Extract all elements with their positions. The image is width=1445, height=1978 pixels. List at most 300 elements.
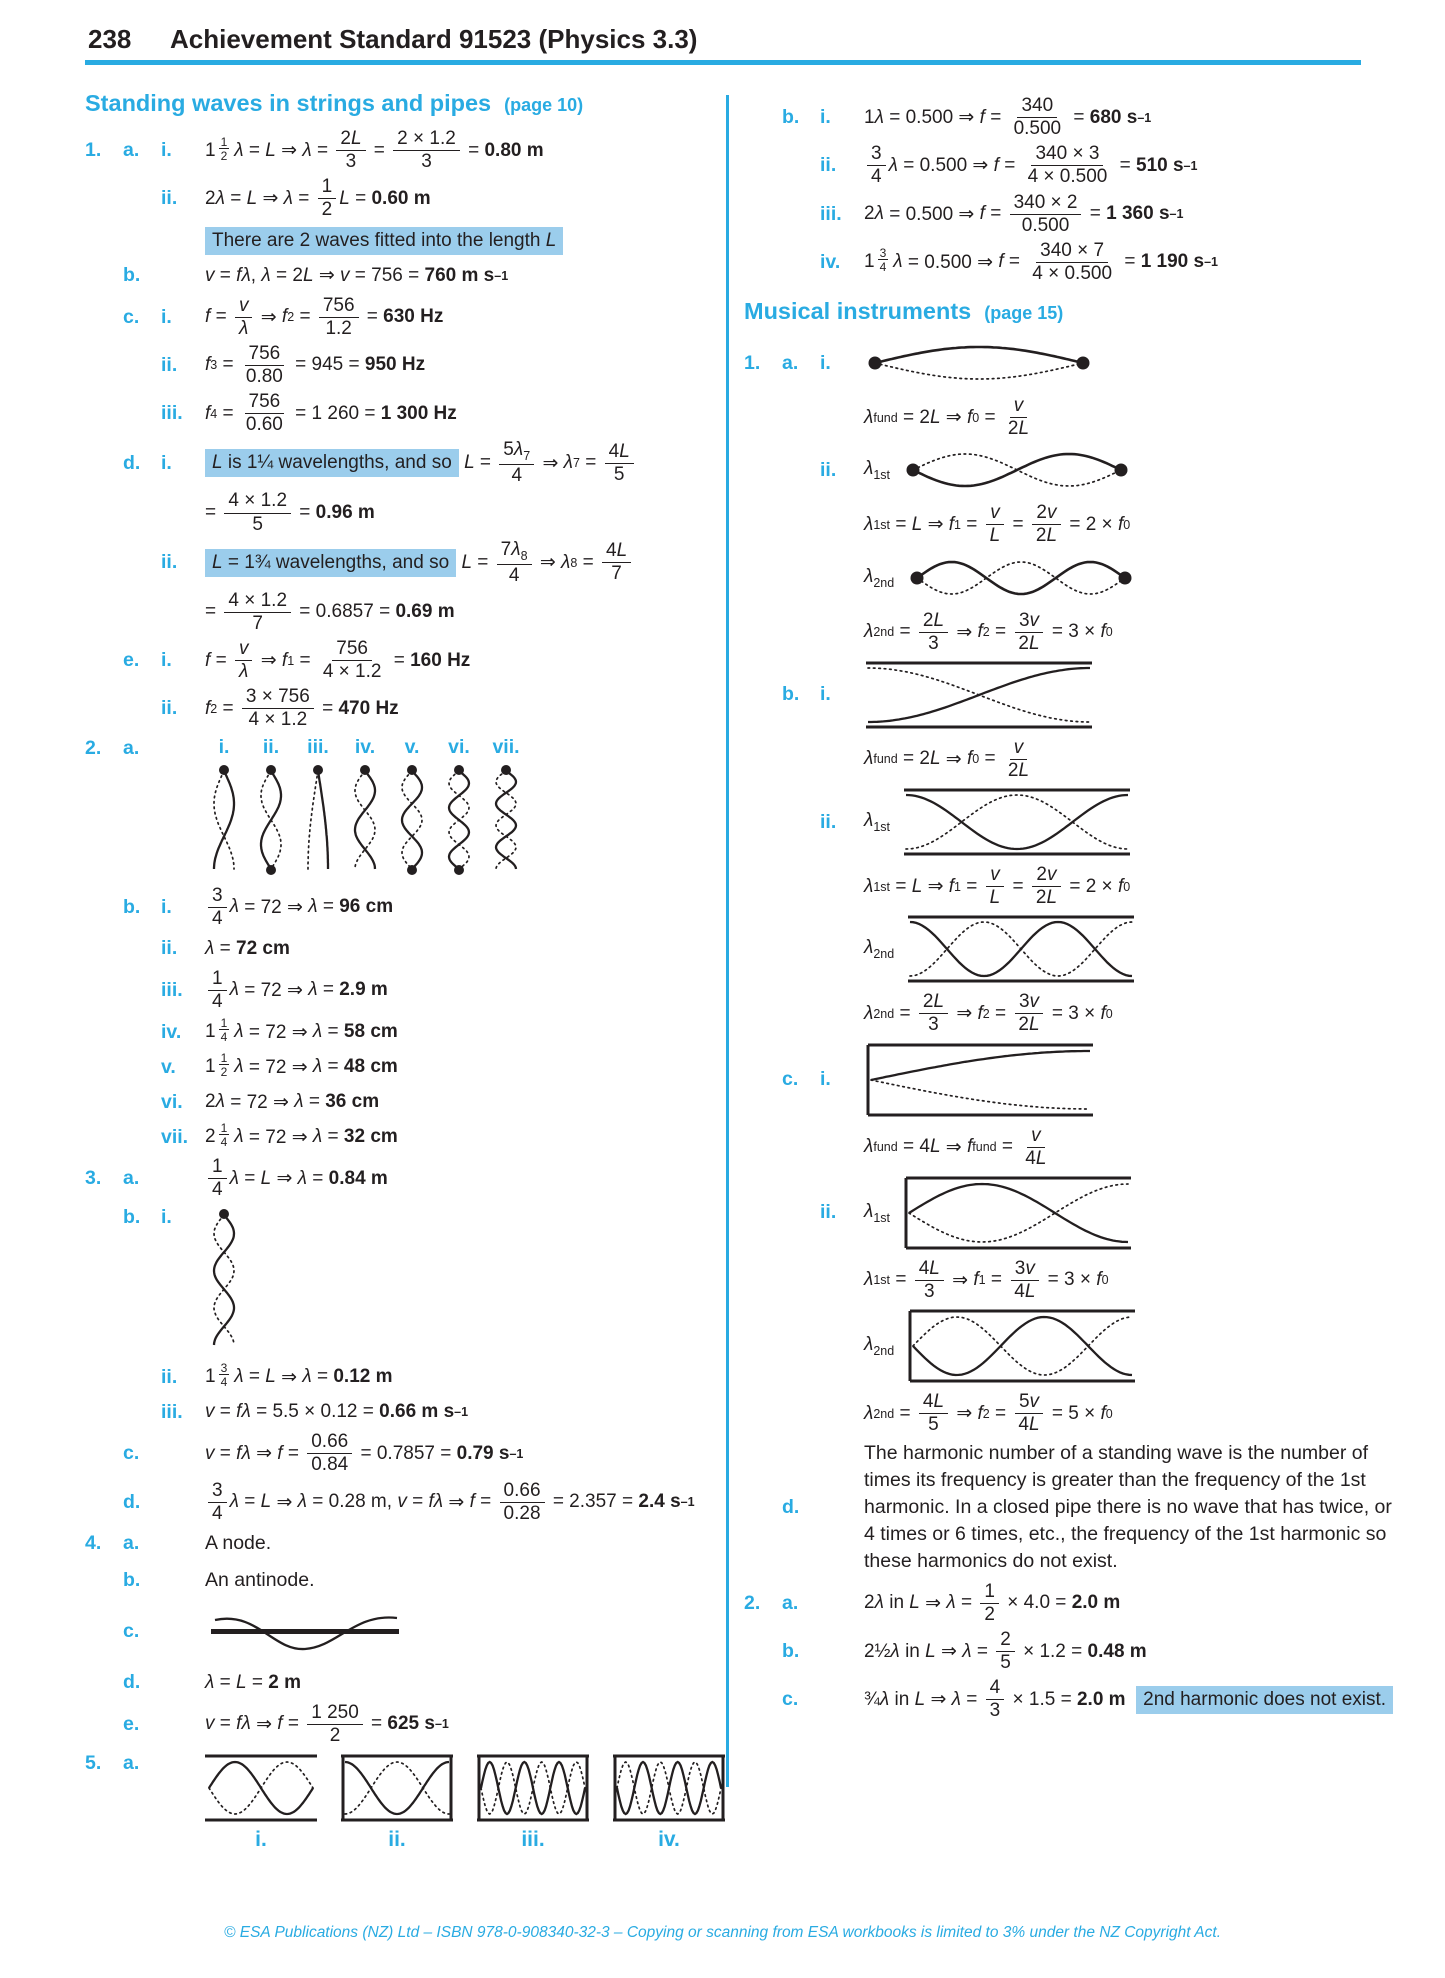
math-text: =: [979, 748, 1001, 770]
math-text: λ: [205, 937, 215, 959]
answer-row: [85, 934, 703, 964]
math-text: f: [979, 203, 985, 225]
math-text: =: [1007, 513, 1029, 535]
denominator: [342, 151, 361, 172]
math-text: 0.12 m: [333, 1366, 393, 1388]
math-text: L: [929, 1257, 940, 1279]
math-text: L: [989, 525, 1001, 547]
item-letter: e.: [123, 649, 140, 672]
fraction: [1010, 96, 1066, 139]
math-text: f: [236, 264, 242, 286]
math-text: ⇒: [443, 1491, 470, 1513]
denominator: [208, 991, 227, 1012]
math-text: 2: [340, 128, 351, 149]
answer-content: [864, 396, 1408, 439]
answer-content: [864, 1126, 1408, 1169]
right-column: [744, 96, 1408, 1727]
math-text: 5: [613, 463, 625, 485]
item-letter: a.: [123, 1752, 140, 1775]
math-text: v: [238, 294, 249, 316]
numerator: [219, 1017, 230, 1030]
math-text: =: [955, 1592, 978, 1614]
vertical-strings-group: [205, 736, 534, 879]
math-text: ⇒: [275, 140, 303, 162]
math-text: f: [993, 154, 999, 176]
math-text: = 756 =: [349, 264, 425, 286]
math-text: λ: [962, 1640, 972, 1662]
math-text: 1: [220, 134, 228, 149]
math-text: 1: [220, 1121, 228, 1136]
math-text: 1: [864, 251, 875, 273]
answer-content: [205, 969, 703, 1012]
numerator: [245, 392, 285, 414]
math-text: = 3 ×: [1042, 1269, 1097, 1291]
item-roman: iii.: [161, 402, 183, 425]
math-text: 5: [1018, 1391, 1030, 1412]
subscript: 8: [570, 555, 578, 570]
left-column: [85, 88, 703, 1859]
math-text: L: [909, 1592, 920, 1614]
numerator: [497, 540, 532, 565]
answer-row: [744, 1392, 1408, 1435]
closed-pipe-diagram: [902, 1174, 1132, 1252]
answer-content: [205, 540, 703, 586]
math-text: [1126, 1689, 1137, 1711]
fraction: [986, 503, 1005, 546]
fraction: [235, 639, 253, 682]
vertical-string-diagram: [205, 1205, 243, 1355]
subscript: 2nd: [873, 1406, 895, 1421]
math-text: = 5 ×: [1046, 1402, 1101, 1424]
math-text: = 0.500 ⇒: [902, 251, 999, 273]
numerator: [986, 503, 1004, 525]
math-text: λ: [234, 1021, 244, 1043]
math-text: ⇒: [250, 1713, 278, 1735]
math-text: v: [1029, 1391, 1040, 1412]
open-pipe-diagram: [906, 913, 1136, 985]
answer-row: [744, 659, 1408, 731]
math-text: ⇒: [271, 1491, 298, 1513]
fraction: [1010, 193, 1082, 236]
math-text: λ: [239, 661, 249, 683]
numerator: [996, 1630, 1015, 1652]
math-text: λ: [864, 875, 874, 897]
math-text: =: [989, 621, 1012, 643]
math-text: =: [894, 621, 916, 643]
subscript: 3: [210, 358, 218, 373]
answer-row: [85, 591, 703, 634]
math-text: f: [977, 1402, 983, 1424]
math-text: 4 × 1.2: [228, 589, 288, 611]
item-roman: v.: [161, 1055, 176, 1078]
math-text: L: [1028, 632, 1040, 654]
math-text: f: [236, 1401, 242, 1423]
math-text: = 1¾ wavelengths, and so: [222, 551, 450, 573]
math-text: 756: [248, 342, 281, 364]
math-text: 0.60: [245, 414, 283, 436]
denominator: [248, 613, 267, 634]
numerator: [219, 1122, 230, 1135]
math-text: λ: [864, 810, 874, 832]
math-text: L: [302, 264, 314, 286]
numerator: [1031, 144, 1103, 166]
math-text: L: [989, 887, 1001, 909]
math-text: = 72 ⇒: [243, 1056, 313, 1078]
math-text: v: [990, 502, 1000, 524]
denominator: [326, 1725, 345, 1746]
math-text: f: [967, 406, 973, 428]
math-text: 2: [321, 199, 333, 221]
math-text: =: [322, 1056, 344, 1078]
math-text: 5: [928, 1414, 939, 1436]
highlighted-note: [205, 549, 456, 577]
diagram-content: [205, 1751, 703, 1852]
math-text: =: [894, 1402, 916, 1424]
math-text: L: [1018, 418, 1030, 440]
math-text: 1: [212, 967, 223, 989]
diagram-label: v.: [404, 735, 420, 758]
answer-content: [864, 992, 1408, 1035]
math-text: 4: [871, 166, 882, 188]
denominator: [986, 1700, 1005, 1721]
math-text: =: [311, 139, 334, 161]
item-letter: b.: [782, 1640, 800, 1663]
subscript: 1st: [873, 517, 891, 532]
closed-pipe-diagram: [864, 1041, 1094, 1119]
math-text: =: [243, 139, 266, 161]
numerator: [224, 491, 291, 513]
math-text: There are 2 waves fitted into the length: [212, 229, 546, 251]
math-text: =: [238, 1491, 261, 1513]
math-text: = 2: [897, 406, 930, 428]
diagram-label: vii.: [492, 735, 520, 758]
item-roman: ii.: [161, 187, 178, 210]
answer-content: [205, 886, 703, 929]
header-rule: [85, 60, 1361, 65]
fraction: [1010, 1259, 1039, 1302]
numerator: [605, 442, 634, 464]
numerator: [500, 1481, 545, 1503]
answer-content: [864, 503, 1408, 546]
numerator: [1036, 241, 1108, 263]
superscript: –1: [434, 1717, 449, 1732]
numerator: [1027, 1126, 1045, 1148]
numerator: [208, 1157, 227, 1179]
math-text: 2: [329, 1724, 341, 1746]
numerator: [242, 687, 314, 709]
math-text: =: [890, 513, 912, 535]
item-roman: iii.: [820, 202, 842, 225]
math-text: = 72 ⇒: [238, 979, 309, 1001]
math-text: L: [212, 551, 223, 573]
math-text: f: [1117, 875, 1124, 897]
answer-content: [205, 227, 703, 255]
answer-content: [205, 1157, 703, 1200]
subscript: 4: [210, 406, 218, 421]
math-text: = 4: [897, 1136, 930, 1158]
diagram-content: [205, 1603, 703, 1661]
math-text: in: [883, 1592, 910, 1614]
numerator: [1015, 611, 1043, 633]
math-text: 4: [879, 260, 887, 275]
answer-row: [744, 913, 1408, 985]
math-text: L: [212, 452, 223, 474]
math-text: =: [979, 406, 1001, 428]
answer-row: [85, 1397, 703, 1427]
math-text: =: [238, 1167, 261, 1189]
math-text: λ: [511, 538, 521, 560]
math-text: λ: [312, 1056, 323, 1078]
answer-row: [85, 1481, 703, 1524]
numerator: [986, 865, 1004, 887]
answer-row: [744, 1678, 1408, 1721]
fraction: [235, 296, 253, 339]
diagram-content: [205, 736, 703, 879]
math-text: L: [236, 1671, 247, 1693]
denominator: [319, 661, 386, 682]
math-text: ⇒: [537, 452, 564, 474]
diagram-content: [864, 337, 1408, 389]
math-text: 760 m s: [424, 264, 495, 286]
math-text: λ: [241, 264, 251, 286]
math-text: v: [1047, 502, 1057, 524]
math-text: ⇒: [951, 621, 978, 643]
math-text: ⇒: [951, 1403, 978, 1425]
math-text: 2: [1000, 1629, 1011, 1651]
denominator: [1032, 525, 1061, 546]
answer-content: [205, 1401, 703, 1423]
math-text: 2: [1007, 418, 1019, 440]
item-roman: i.: [820, 106, 831, 129]
math-text: λ: [864, 1334, 874, 1356]
math-text: 3: [421, 151, 432, 173]
math-text: 4: [1014, 1280, 1025, 1302]
denominator: [507, 465, 526, 486]
answer-row: [85, 392, 703, 435]
copyright-footer: © ESA Publications (NZ) Ltd – ISBN 978-0-908340-32-3 – Copying or scanning from ESA workbooks is limited to 3% under the NZ Copyright Act.: [224, 1924, 1221, 1941]
math-text: 48 cm: [343, 1056, 398, 1078]
math-text: 2.9 m: [339, 979, 388, 1001]
answer-row: [85, 1566, 703, 1596]
column-divider: [726, 95, 729, 1787]
math-text: =: [1003, 251, 1026, 273]
superscript: –1: [454, 1405, 469, 1420]
math-text: f: [1100, 621, 1106, 643]
fraction: [986, 1678, 1005, 1721]
numerator: [235, 296, 253, 318]
math-text: 3: [928, 632, 939, 654]
fraction: [605, 442, 634, 485]
subscript: 0: [1105, 1006, 1113, 1021]
numerator: [307, 1703, 363, 1725]
item-letter: c.: [782, 1688, 799, 1711]
diagram-content: [864, 1307, 1408, 1385]
math-text: 3: [212, 1479, 223, 1501]
math-text: = 2: [897, 748, 930, 770]
superscript: –1: [1204, 255, 1218, 270]
item-roman: i.: [161, 139, 172, 162]
math-text: λ: [312, 1021, 323, 1043]
numerator: [1015, 1392, 1043, 1414]
item-number: [85, 1205, 123, 1206]
answer-row: [85, 1432, 703, 1475]
math-text: = 2 ×: [1064, 513, 1118, 535]
math-text: = 0.500 ⇒: [897, 155, 994, 177]
math-text: 1 190 s: [1140, 251, 1205, 273]
standing-wave-box: [341, 1751, 453, 1825]
math-text: L: [911, 875, 923, 897]
math-text: f: [1100, 1002, 1106, 1024]
math-text: = 0.28 m,: [307, 1491, 398, 1513]
math-text: 4: [212, 907, 223, 929]
math-text: 3 × 756: [245, 686, 310, 708]
math-text: λ: [302, 139, 312, 161]
answer-row: [744, 1440, 1408, 1575]
item-roman: ii.: [161, 937, 178, 960]
math-text: 1: [220, 1016, 228, 1031]
math-text: 0.80: [245, 365, 283, 387]
math-text: 4: [1025, 1147, 1036, 1169]
pipe-diagram: [613, 1751, 725, 1852]
answer-content: A node.: [205, 1532, 272, 1555]
math-text: 2.4 s: [638, 1491, 681, 1513]
answer-content: [205, 129, 703, 172]
diagram-content: [205, 1205, 703, 1355]
math-text: 0.84: [311, 1454, 349, 1476]
answer-row: [85, 969, 703, 1012]
answer-content: An antinode.: [205, 1569, 315, 1592]
math-text: =: [890, 875, 912, 897]
math-text: λ: [234, 1366, 244, 1388]
math-text: ⇒: [534, 552, 562, 574]
math-text: L: [929, 1136, 941, 1158]
denominator: [248, 514, 267, 535]
math-text: f: [977, 621, 983, 643]
numerator: [1011, 1259, 1039, 1281]
denominator: [1018, 215, 1074, 236]
subscript: 2: [210, 701, 218, 716]
math-text: =: [388, 649, 411, 671]
fraction: [318, 177, 337, 220]
math-text: =: [210, 306, 232, 328]
math-text: = 72 ⇒: [238, 896, 309, 918]
open-pipe-diagram: [864, 659, 1094, 731]
answer-row: [85, 886, 703, 929]
math-text: v: [1047, 864, 1057, 885]
math-text: 96 cm: [339, 896, 394, 918]
standing-wave-box: [205, 1751, 317, 1825]
subscript: 2: [982, 625, 990, 640]
math-text: = 2: [270, 264, 303, 286]
answer-content: [864, 611, 1408, 654]
subscript: 2nd: [873, 1006, 895, 1021]
math-text: 5: [1000, 1652, 1011, 1674]
fraction: [319, 296, 359, 339]
standing-wave-vertical: [205, 761, 243, 879]
item-roman: i.: [161, 895, 172, 918]
fraction: [1004, 396, 1033, 439]
math-text: L: [265, 1366, 276, 1388]
fraction: [602, 541, 631, 584]
math-text: λ: [215, 187, 225, 209]
fraction: [996, 1630, 1015, 1673]
denominator: [1021, 1148, 1050, 1169]
math-text: 4: [220, 1030, 228, 1045]
fraction: [867, 144, 886, 187]
math-text: × 1.2 =: [1017, 1640, 1088, 1662]
math-text: 630 Hz: [383, 306, 444, 328]
math-text: =: [890, 1269, 912, 1291]
item-roman: i.: [161, 305, 172, 328]
math-text: 680 s: [1089, 106, 1138, 128]
math-text: 1: [220, 1051, 228, 1066]
numerator: [1010, 738, 1028, 760]
math-text: L: [1018, 759, 1030, 781]
diagram-label: ii.: [388, 1828, 406, 1852]
math-text: ⇒: [250, 1443, 278, 1465]
math-text: =: [316, 697, 339, 719]
math-text: ⇒: [255, 650, 282, 672]
wavelength-label: [864, 1334, 894, 1358]
math-text: =: [984, 106, 1007, 128]
math-text: =: [243, 1366, 266, 1388]
subscript: 2: [982, 1406, 990, 1421]
math-text: 4: [922, 1391, 934, 1412]
math-text: L: [1046, 887, 1058, 909]
math-text: L: [1028, 1014, 1040, 1036]
wavelength-label: [864, 1201, 890, 1225]
math-text: 0.28: [503, 1502, 541, 1524]
vertical-string-diagram: [205, 736, 243, 879]
math-text: λ: [864, 1402, 874, 1424]
math-text: ⇒: [922, 876, 949, 898]
math-text: λ: [241, 1442, 251, 1464]
math-text: ⇒: [940, 407, 967, 429]
math-text: = 1 260 =: [289, 402, 381, 424]
math-text: L: [929, 406, 941, 428]
denominator: [1004, 760, 1033, 781]
math-text: = 3 ×: [1046, 1002, 1101, 1024]
denominator: [1004, 418, 1033, 439]
math-text: ⇒: [935, 1641, 963, 1663]
math-text: v: [340, 264, 350, 286]
fraction: [307, 1703, 363, 1746]
math-text: ⇒: [313, 265, 341, 286]
standing-wave-vertical: [346, 761, 384, 879]
answer-row: [85, 687, 703, 730]
math-text: λ: [241, 1401, 251, 1423]
subscript: 2: [982, 1006, 990, 1021]
numerator: [1015, 992, 1043, 1014]
math-text: f: [236, 1442, 242, 1464]
answer-row: [85, 639, 703, 682]
math-text: ⇒: [919, 1592, 947, 1614]
fraction: [876, 247, 891, 273]
subscript: 1st: [873, 1210, 891, 1225]
answer-row: [744, 786, 1408, 858]
item-letter: a.: [782, 351, 799, 374]
standing-wave-vertical: [252, 761, 290, 879]
math-text: 2: [205, 187, 216, 209]
math-text: 1: [205, 139, 216, 161]
math-text: L: [929, 748, 941, 770]
denominator: [610, 464, 629, 485]
numerator: [224, 591, 291, 613]
math-text: λ: [308, 896, 318, 918]
answer-row: [85, 1751, 703, 1852]
math-text: L: [545, 229, 557, 251]
math-text: =: [474, 1491, 497, 1513]
